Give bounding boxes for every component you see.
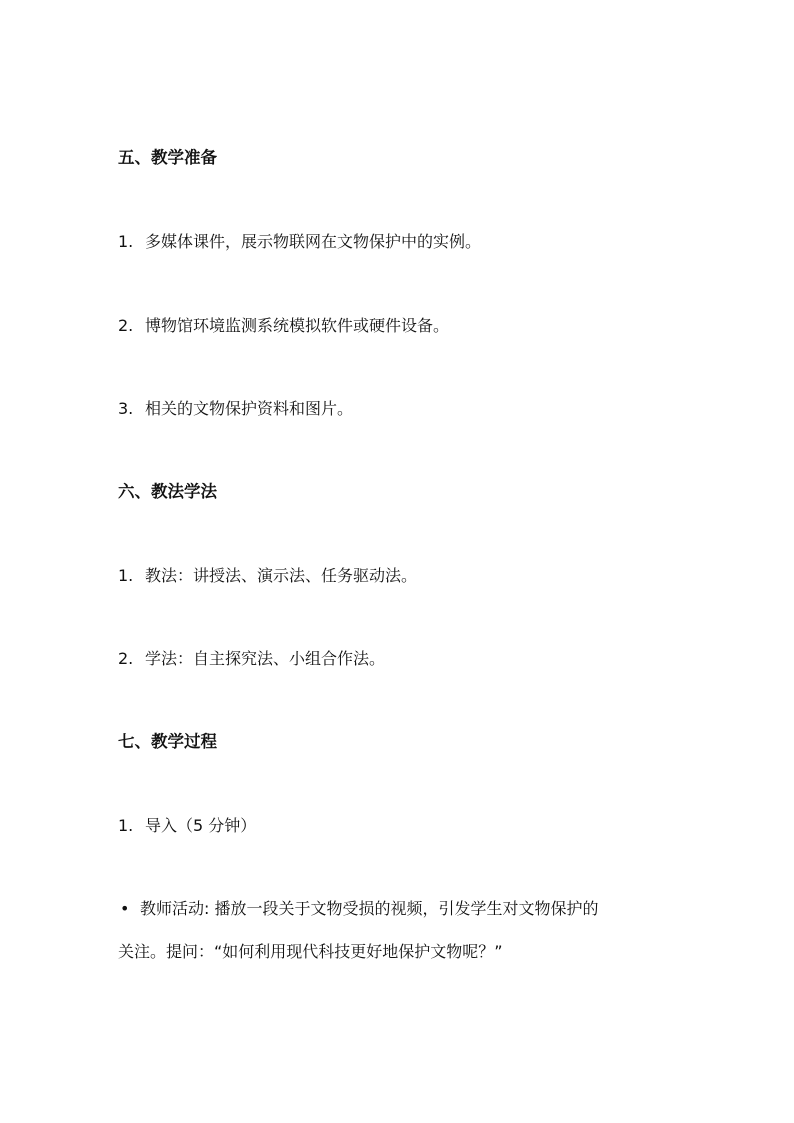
bullet-paragraph-line-2: 关注。提问：“如何利用现代科技更好地保护文物呢？” xyxy=(118,942,503,961)
list-item-text: 博物馆环境监测系统模拟软件或硬件设备。 xyxy=(145,316,450,335)
list-item xyxy=(118,564,417,588)
list-item-text: 学法：自主探究法、小组合作法。 xyxy=(145,649,386,668)
list-item-number: 1. xyxy=(118,232,134,251)
list-item xyxy=(118,814,256,838)
list-item-text: 教法：讲授法、演示法、任务驱动法。 xyxy=(145,566,418,585)
section-heading-teaching-preparation: 五、教学准备 xyxy=(118,148,217,167)
list-item-number: 1. xyxy=(118,566,134,585)
list-item-text: 相关的文物保护资料和图片。 xyxy=(145,399,354,418)
list-item-text: 多媒体课件，展示物联网在文物保护中的实例。 xyxy=(145,232,482,251)
bullet-icon: • xyxy=(120,899,130,918)
list-item xyxy=(118,314,449,338)
list-item xyxy=(118,230,481,254)
list-item-number: 1. xyxy=(118,816,134,835)
bullet-paragraph-line-1 xyxy=(118,897,598,921)
bullet-text: 教师活动: 播放一段关于文物受损的视频，引发学生对文物保护的 xyxy=(140,899,599,918)
section-heading-teaching-process: 七、教学过程 xyxy=(118,732,217,751)
list-item xyxy=(118,397,353,421)
list-item-number: 2. xyxy=(118,649,134,668)
list-item xyxy=(118,647,385,671)
section-heading-teaching-methods: 六、教法学法 xyxy=(118,482,217,501)
list-item-text: 导入（5 分钟） xyxy=(145,816,257,835)
list-item-number: 3. xyxy=(118,399,134,418)
list-item-number: 2. xyxy=(118,316,134,335)
